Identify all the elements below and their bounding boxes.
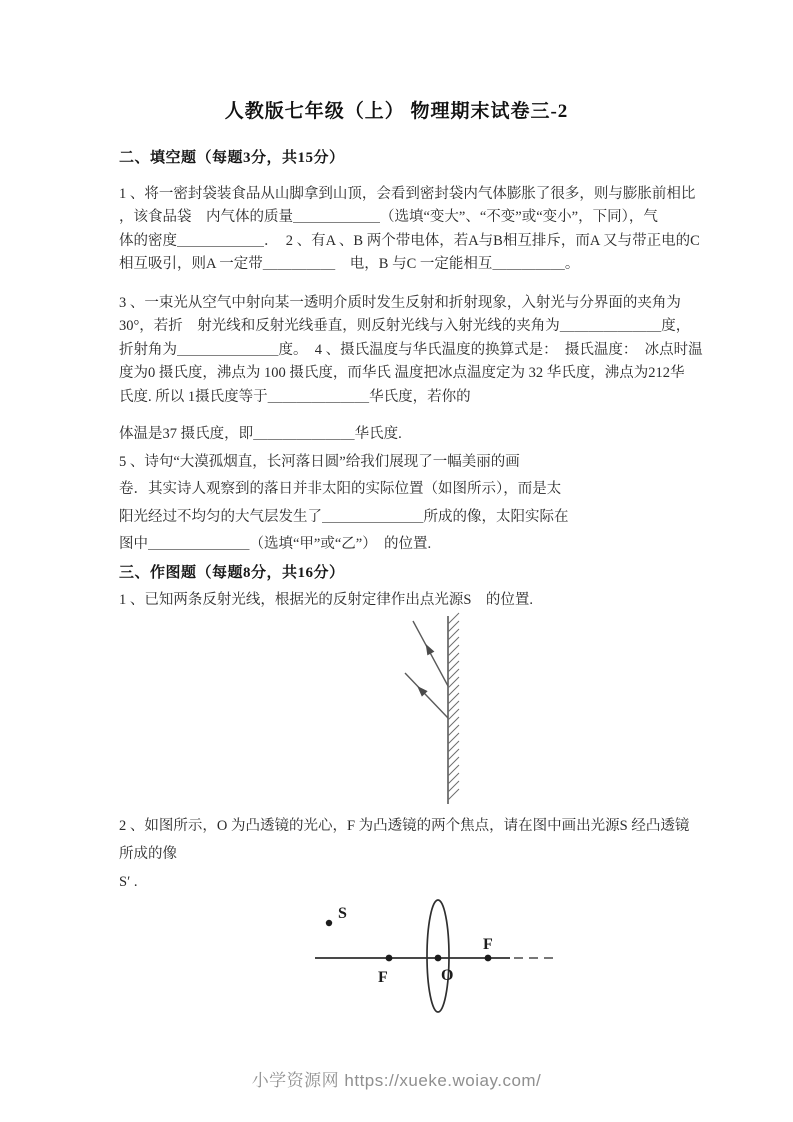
text-line: 体的密度＿＿＿＿＿＿． 2 、有A 、B 两个带电体，若A与B相互排斥，而A 又与带正电的C [119, 232, 700, 249]
convex-lens-figure [300, 885, 580, 1020]
text-line: 折射角为＿＿＿＿＿＿＿度。 4 、摄氏温度与华氏温度的换算式是： 摄氏温度： 冰点时温 [119, 341, 703, 358]
drawing-question-1: 1 、已知两条反射光线，根据光的反射定律作出点光源S 的位置. [119, 592, 534, 608]
text-line: ，该食品袋 内气体的质量＿＿＿＿＿＿（选填“变大”、“不变”或“变小”，下同），气 [119, 209, 658, 226]
question-1-paragraph [119, 183, 700, 277]
footer-site-url: 小学资源网 https://xueke.woiay.com/ [251, 1071, 542, 1090]
text-line: 所成的像 [119, 846, 177, 862]
text-line: 图中＿＿＿＿＿＿＿（选填“甲”或“乙”） 的位置. [119, 536, 432, 553]
ray-arrowhead [422, 642, 434, 655]
focal-left-label: F [378, 969, 388, 986]
optical-center-label: O [441, 967, 454, 984]
question-3-4-paragraph [119, 292, 703, 409]
text-line: 阳光经过不均匀的大气层发生了＿＿＿＿＿＿＿所成的像，太阳实际在 [119, 508, 569, 525]
section-heading-drawing: 三、作图题（每题8分，共16分） [119, 565, 345, 581]
text-line: 1 、将一密封袋装食品从山脚拿到山顶，会看到密封袋内气体膨胀了很多，则与膨胀前相比 [119, 186, 696, 202]
text-line: 30°，若折 射光线和反射光线垂直，则反射光线与入射光线的夹角为＿＿＿＿＿＿＿度， [119, 318, 691, 335]
optical-center-dot [435, 955, 442, 962]
mirror-hatching [448, 613, 459, 800]
source-label: S [338, 905, 347, 922]
focal-right-label: F [483, 936, 493, 953]
text-line: 5 、诗句“大漠孤烟直，长河落日圆”给我们展现了一幅美丽的画 [119, 454, 520, 470]
focal-point-right-dot [485, 955, 492, 962]
question-4-continuation: 体温是37 摄氏度，即＿＿＿＿＿＿＿华氏度. [119, 426, 402, 442]
page-title: 人教版七年级（上） 物理期末试卷三-2 [224, 101, 569, 122]
text-line: 氏度. 所以 1摄氏度等于＿＿＿＿＿＿＿华氏度，若你的 [119, 388, 471, 405]
light-source-point [326, 920, 332, 926]
question-5-paragraph [119, 449, 689, 559]
text-line: 度为0 摄氏度，沸点为 100 摄氏度，而华氏 温度把冰点温度定为 32 华氏度，沸点为212华 [119, 365, 685, 382]
text-line: 相互吸引，则A 一定带＿＿＿＿＿ 电，B 与C 一定能相互＿＿＿＿＿。 [119, 256, 580, 273]
text-line: 3 、一束光从空气中射向某一透明介质时发生反射和折射现象，入射光与分界面的夹角为 [119, 295, 681, 311]
drawing-question-2 [119, 812, 689, 896]
focal-point-left-dot [386, 955, 393, 962]
mirror-reflection-figure [380, 606, 520, 811]
reflected-ray-lower [405, 673, 448, 718]
text-line: 2 、如图所示，O 为凸透镜的光心，F 为凸透镜的两个焦点，请在图中画出光源S 经凸透镜 [119, 818, 690, 834]
text-line: 卷．其实诗人观察到的落日并非太阳的实际位置（如图所示），而是太 [119, 481, 562, 498]
section-heading-fill-in: 二、填空题（每题3分，共15分） [119, 150, 345, 166]
text-line: S′ . [119, 874, 138, 890]
